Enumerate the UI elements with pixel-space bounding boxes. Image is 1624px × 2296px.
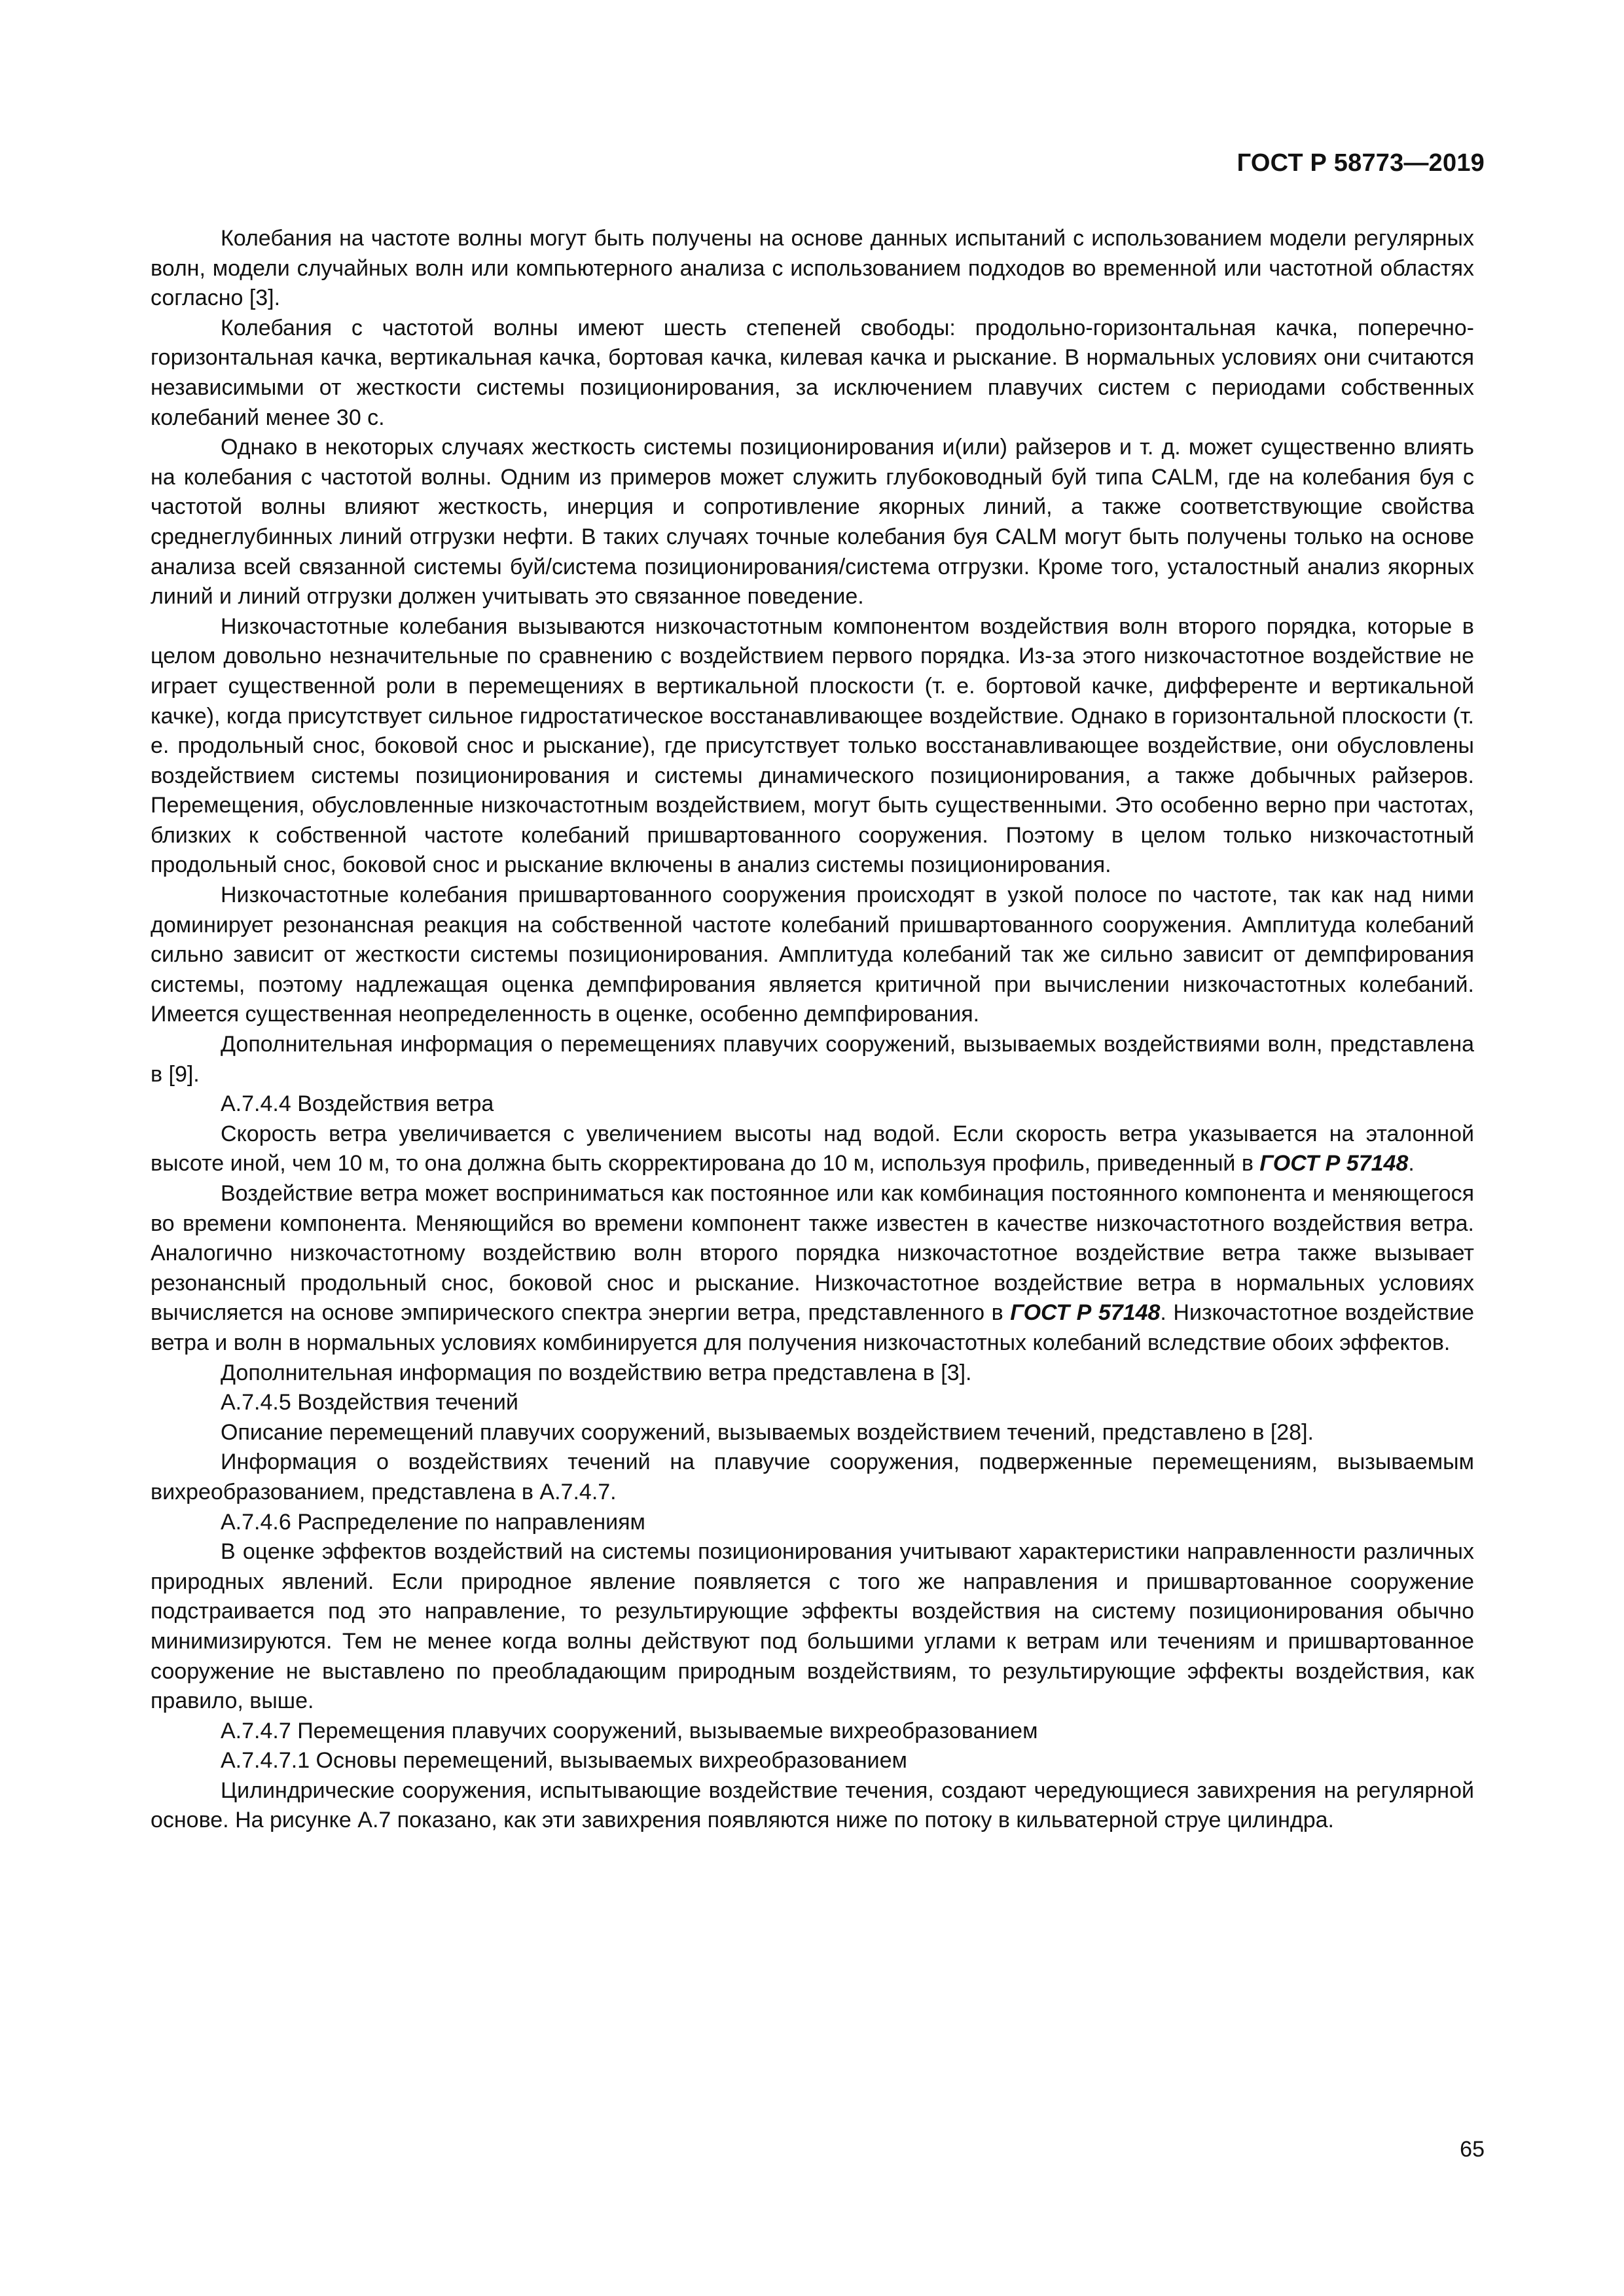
paragraph-4: Низкочастотные колебания вызываются низкочастотным компонентом воздействия волн второго порядка, которые в целом довольно незначительные по сравнению с воздействием первого порядка. Из-за этого низкочастотное воздействие не играет существенной роли в перемещениях в вертикальной плоскости (т. е. бортовой качке, дифференте и вертикальной качке), когда присутствует сильное гидростатическое восстанавливающее воздействие. Однако в горизонтальной плоскости (т. е. продольный снос, боковой снос и рыскание), где присутствует только восстанавливающее воздействие, они обусловлены воздействием системы позиционирования и системы динамического позиционирования, а также добычных райзеров. Перемещения, обусловленные низкочастотным воздействием, могут быть существенными. Это особенно верно при частотах, близких к собственной частоте колебаний пришвартованного сооружения. Поэтому в целом только низкочастотный продольный снос, боковой снос и рыскание включены в анализ системы позиционирования. bbox=[151, 613, 1474, 878]
paragraph-current-desc: Описание перемещений плавучих сооружений, вызываемых воздействием течений, представлено в [28]. bbox=[221, 1419, 1314, 1445]
paragraph-cylinder: Цилиндрические сооружения, испытывающие воздействие течения, создают чередующиеся завихрения на регулярной основе. На рисунке А.7 показано, как эти завихрения появляются ниже по потоку в кильватерной струе цилиндра. bbox=[151, 1777, 1474, 1833]
paragraph-text: Скорость ветра увеличивается с увеличением высоты над водой. Если скорость ветра указывается на эталонной высоте иной, чем 10 м, то она должна быть скорректирована до 10 м, используя профиль, приведенный в bbox=[151, 1121, 1474, 1176]
paragraph-3: Однако в некоторых случаях жесткость системы позиционирования и(или) райзеров и т. д. может существенно влиять на колебания с частотой волны. Одним из примеров может служить глубоководный буй типа CALM, где на колебания буя с частотой волны влияют жесткость, инерция и сопротивление якорных линий, а также соответствующие свойства среднеглубинных линий отгрузки нефти. В таких случаях точные колебания буя CALM могут быть получены только на основе анализа всей связанной системы буй/система позиционирования/система отгрузки. Кроме того, усталостный анализ якорных линий и линий отгрузки должен учитывать это связанное поведение. bbox=[151, 435, 1474, 610]
section-heading-a7-4-4: А.7.4.4 Воздействия ветра bbox=[221, 1091, 494, 1117]
section-heading-a7-4-5: А.7.4.5 Воздействия течений bbox=[221, 1390, 518, 1415]
paragraph-wind-action bbox=[151, 1179, 1474, 1358]
section-heading-a7-4-7: А.7.4.7 Перемещения плавучих сооружений, вызываемые вихреобразованием bbox=[221, 1718, 1038, 1743]
section-heading-a7-4-6: А.7.4.6 Распределение по направлениям bbox=[221, 1509, 645, 1535]
paragraph-5: Низкочастотные колебания пришвартованного сооружения происходят в узкой полосе по частоте, так как над ними доминирует резонансная реакция на собственной частоте колебаний пришвартованного сооружения. Амплитуда колебаний сильно зависит от жесткости системы позиционирования. Амплитуда колебаний так же сильно зависит от демпфирования системы, поэтому надлежащая оценка демпфирования является критичной при вычислении низкочастотных колебаний. Имеется существенная неопределенность в оценке, особенно демпфирования. bbox=[151, 883, 1474, 1027]
paragraph-tail: . bbox=[1408, 1151, 1415, 1176]
paragraph-2: Колебания с частотой волны имеют шесть степеней свободы: продольно-горизонтальная качка, поперечно-горизонтальная качка, вертикальная качка, бортовая качка, килевая качка и рыскание. В нормальных условиях они считаются независимыми от жесткости системы позиционирования, за исключением плавучих систем с периодами собственных колебаний менее 30 с. bbox=[151, 315, 1474, 430]
paragraph-1: Колебания на частоте волны могут быть получены на основе данных испытаний с использованием модели регулярных волн, модели случайных волн или компьютерного анализа с использованием подходов во временной или частотной областях согласно [3]. bbox=[151, 226, 1474, 311]
paragraph-wind-speed bbox=[151, 1120, 1474, 1179]
paragraph-wind-info: Дополнительная информация по воздействию ветра представлена в [3]. bbox=[221, 1360, 972, 1385]
page-number: 65 bbox=[1460, 2137, 1485, 2162]
paragraph-direction: В оценке эффектов воздействий на системы позиционирования учитывают характеристики направленности различных природных явлений. Если природное явление появляется с того же направления и пришвартованное сооружение подстраивается под это направление, то результирующие эффекты воздействия на систему позиционирования обычно минимизируются. Тем не менее когда волны действуют под большими углами к ветрам или течениям и пришвартованное сооружение не выставлено по преобладающим природным воздействиям, то результирующие эффекты воздействия, как правило, выше. bbox=[151, 1539, 1474, 1714]
section-heading-a7-4-7-1: А.7.4.7.1 Основы перемещений, вызываемых вихреобразованием bbox=[221, 1748, 907, 1774]
paragraph-text: Воздействие ветра может восприниматься как постоянное или как комбинация постоянного компонента и меняющегося во времени компонента. Меняющийся во времени компонент также известен в качестве низкочастотного воздействия ветра. Аналогично низкочастотному воздействию волн второго порядка низкочастотное воздействие ветра также вызывает резонансный продольный снос, боковой снос и рыскание. Низкочастотное воздействие ветра в нормальных условиях вычисляется на основе эмпирического спектра энергии ветра, представленного в bbox=[151, 1181, 1474, 1326]
standard-reference-link: ГОСТ Р 57148 bbox=[1259, 1151, 1409, 1176]
paragraph-6: Дополнительная информация о перемещениях плавучих сооружений, вызываемых воздействиями волн, представлена в [9]. bbox=[151, 1032, 1474, 1087]
paragraph-current-info: Информация о воздействиях течений на плавучие сооружения, подверженные перемещениям, вызываемым вихреобразованием, представлена в А.7.4.7. bbox=[151, 1449, 1474, 1504]
document-body bbox=[151, 224, 1474, 1836]
standard-reference-link: ГОСТ Р 57148 bbox=[1010, 1300, 1161, 1326]
document-header-id: ГОСТ Р 58773—2019 bbox=[1236, 149, 1485, 177]
paragraph-tail: . Низкочастотное воздействие ветра и волн в нормальных условиях комбинируется для получения низкочастотных колебаний вследствие обоих эффектов. bbox=[151, 1300, 1474, 1355]
